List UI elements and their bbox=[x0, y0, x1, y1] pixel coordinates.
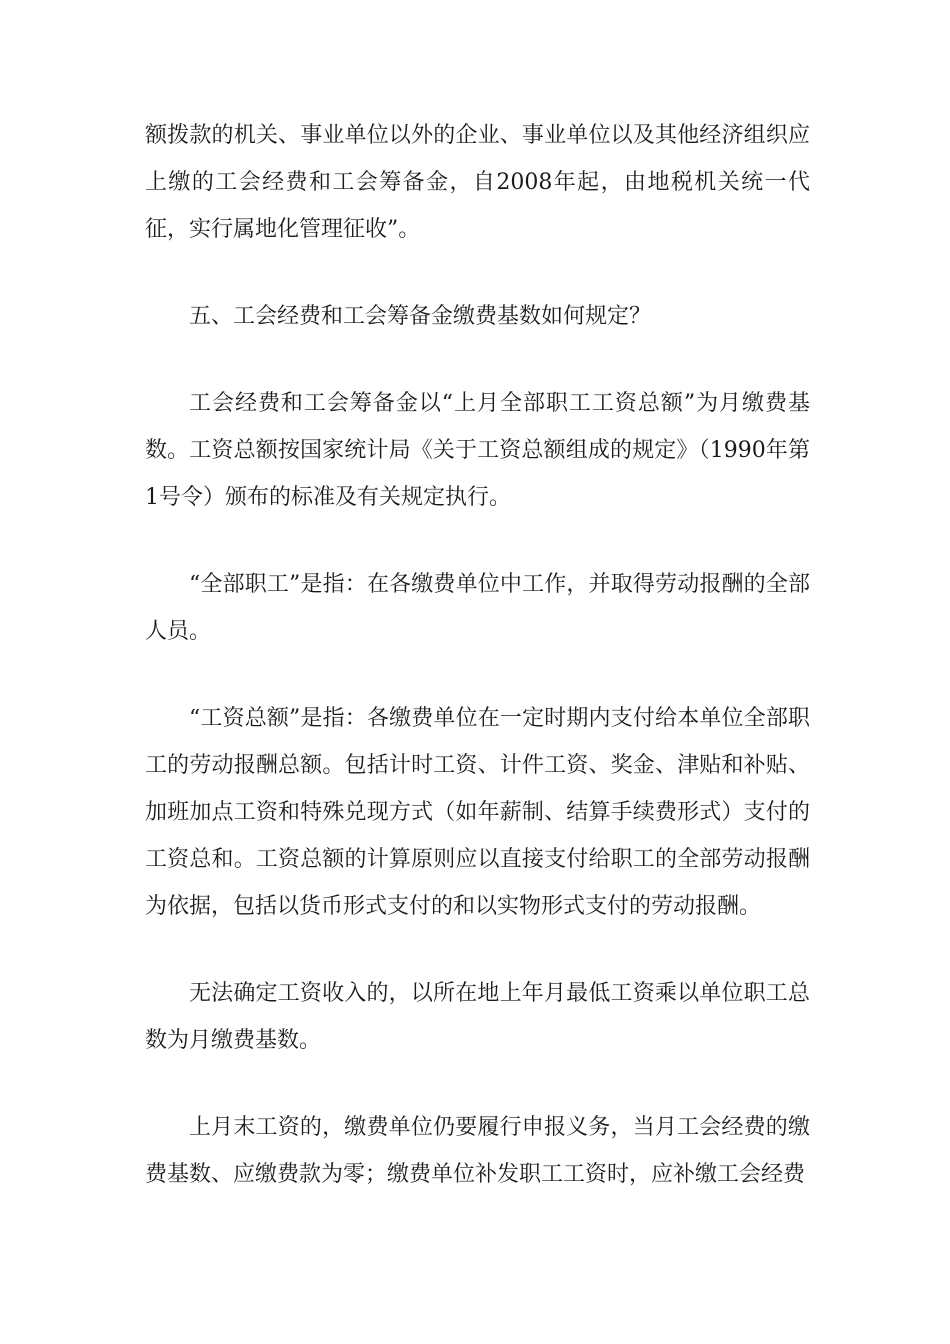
section-heading-5: 五、工会经费和工会筹备金缴费基数如何规定？ bbox=[189, 304, 652, 329]
paragraph-all-staff: “全部职工”是指：在各缴费单位中工作，并取得劳动报酬的全部人员。 bbox=[145, 572, 810, 644]
paragraph-base-definition: 工会经费和工会筹备金以“上月全部职工工资总额”为月缴费基数。工资总额按国家统计局《关于工资总额组成的规定》（1990年第1号令）颁布的标准及有关规定执行。 bbox=[145, 391, 810, 510]
paragraph-continuation: 额拨款的机关、事业单位以外的企业、事业单位以及其他经济组织应上缴的工会经费和工会筹备金，自2008年起，由地税机关统一代征，实行属地化管理征收”。 bbox=[145, 123, 810, 242]
document-body bbox=[145, 112, 810, 1238]
paragraph-unpaid-wages: 上月末工资的，缴费单位仍要履行申报义务，当月工会经费的缴费基数、应缴费款为零；缴费单位补发职工工资时，应补缴工会经费 bbox=[145, 1115, 810, 1187]
paragraph-minimum-wage: 无法确定工资收入的，以所在地上年月最低工资乘以单位职工总数为月缴费基数。 bbox=[145, 981, 810, 1053]
paragraph-total-wages: “工资总额”是指：各缴费单位在一定时期内支付给本单位全部职工的劳动报酬总额。包括计时工资、计件工资、奖金、津贴和补贴、加班加点工资和特殊兑现方式（如年薪制、结算手续费形式）支付的工资总和。工资总额的计算原则应以直接支付给职工的全部劳动报酬为依据，包括以货币形式支付的和以实物形式支付的劳动报酬。 bbox=[145, 706, 810, 919]
